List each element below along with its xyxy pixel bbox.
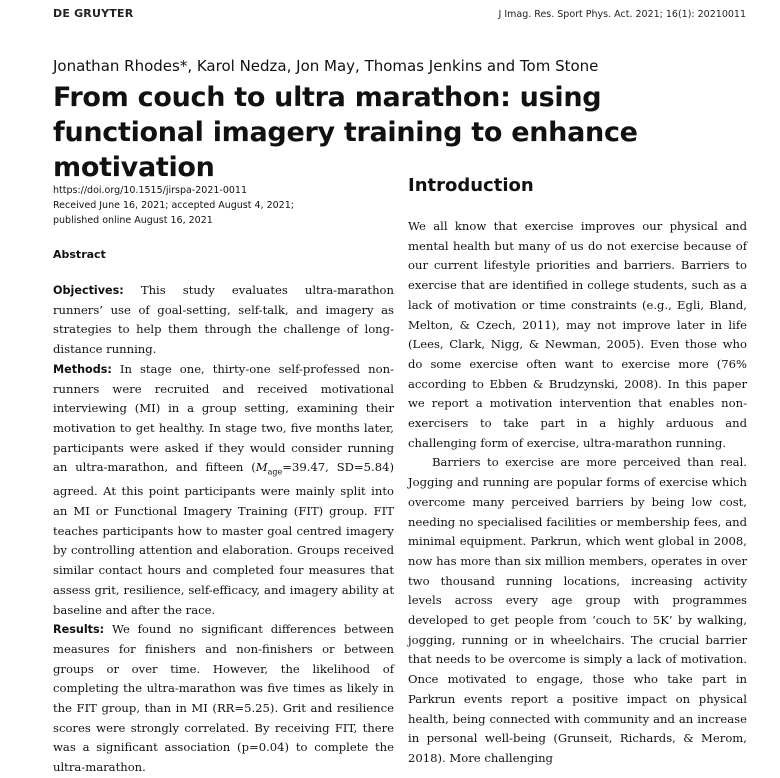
published-date: published online August 16, 2021 <box>53 215 213 226</box>
methods-label: Methods: <box>53 362 112 376</box>
results-text: We found no significant differences between measures for finishers and non-finishers or between groups or over time. However, the likelihood of completing the ultra-marathon was five times as likely in the FIT group, than in MI (RR=5.25). Grit and resilience scores were strongly correlated. By receiving FIT, there was a significant association (p=0.04) to complete the ultra-marathon. <box>53 622 394 775</box>
introduction-paragraph-2: Barriers to exercise are more perceived than real. Jogging and running are popular forms of exercise which overcome many perceived barriers by being low cost, needing no specialised facilities or membership fees, and minimal equipment. Parkrun, which went global in 2008, now has more than six million members, operates in over two thousand running locations, increasing activity levels across every age group with programmes developed to get people from ‘couch to 5K’ by walking, jogging, running or in wheelchairs. The crucial barrier that needs to be overcome is simply a lack of motivation. Once motivated to engage, those who take part in Parkrun events report a positive impact on physical health, being connected with community and an increase in personal well-being (Grunseit, Richards, & Merom, 2018). More challenging <box>408 455 747 765</box>
doi-link[interactable]: https://doi.org/10.1515/jirspa-2021-0011 <box>53 185 248 196</box>
article-metadata <box>53 183 294 228</box>
objectives-label: Objectives: <box>53 284 124 297</box>
mean-age-symbol: M <box>255 460 268 475</box>
methods-text-a: In stage one, thirty-one self-professed non-runners were recruited and received motivational interviewing (MI) in a group setting, examining their motivation to get healthy. In stage two, five months later, participants were asked if they would consider running an ultra-marathon, and fifteen ( <box>53 361 394 475</box>
abstract-body <box>53 281 394 778</box>
introduction-body <box>408 217 747 769</box>
author-list: Jonathan Rhodes*, Karol Nedza, Jon May, Thomas Jenkins and Tom Stone <box>53 57 599 75</box>
received-date: Received June 16, 2021; accepted August 4, 2021; <box>53 200 294 211</box>
article-title: From couch to ultra marathon: using functional imagery training to enhance motivation <box>53 82 638 183</box>
introduction-heading: Introduction <box>408 175 534 196</box>
journal-citation: J Imag. Res. Sport Phys. Act. 2021; 16(1): 20210011 <box>498 9 746 20</box>
results-label: Results: <box>53 623 105 637</box>
methods-text-b: =39.47, SD=5.84) agreed. At this point participants were mainly split into an MI or Functional Imagery Training (FIT) group. FIT teaches participants how to master goal centred imagery by controlling attention and elaboration. Groups received similar contact hours and completed four measures that assess grit, resilience, self-efficacy, and imagery ability at baseline and after the race. <box>53 460 394 617</box>
objectives-text: This study evaluates ultra-marathon runners’ use of goal-setting, self-talk, and imagery as strategies to help them through the challenge of long-distance running. <box>53 283 394 357</box>
abstract-heading: Abstract <box>53 248 106 261</box>
mean-age-subscript: age <box>267 467 283 477</box>
publisher-name: DE GRUYTER <box>53 7 134 20</box>
introduction-paragraph-1: We all know that exercise improves our physical and mental health but many of us do not exercise because of our current lifestyle priorities and barriers. Barriers to exercise that are identified in college students, such as a lack of motivation or time constraints (e.g., Egli, Bland, Melton, & Czech, 2011), may not improve later in life (Lees, Clark, Nigg, & Newman, 2005). Even those who do some exercise often want to exercise more (76% according to Ebben & Brudzynski, 2008). In this paper we report a motivation intervention that enables non-exercisers to take part in a highly arduous and challenging form of exercise, ultra-marathon running. <box>408 219 747 450</box>
